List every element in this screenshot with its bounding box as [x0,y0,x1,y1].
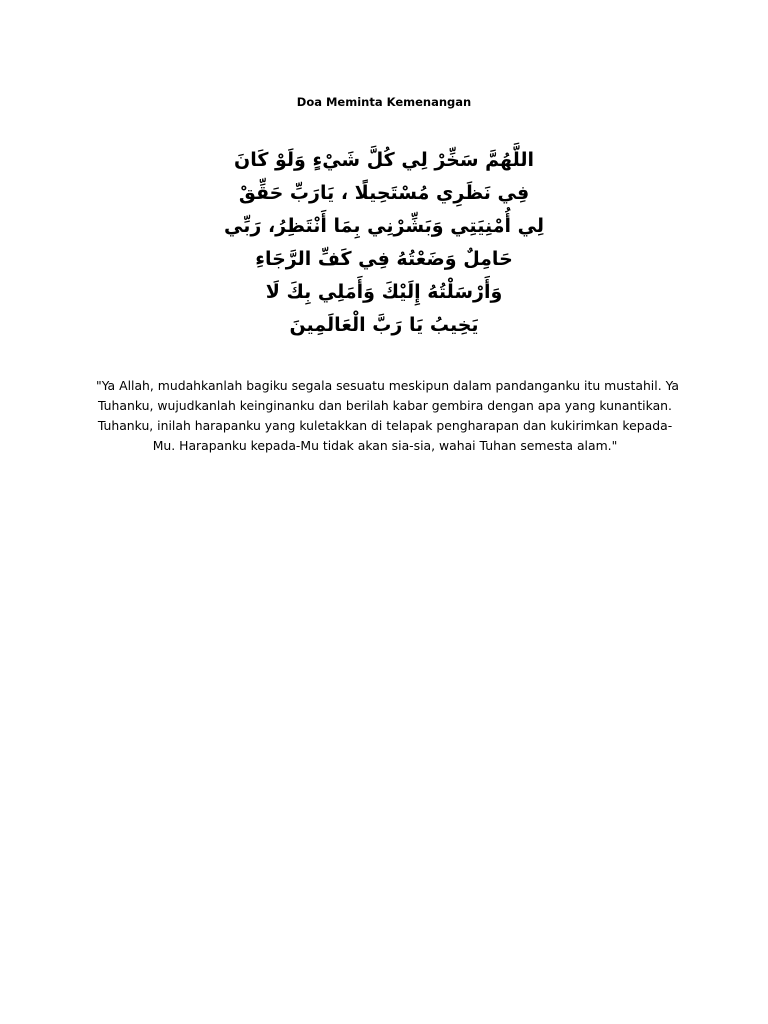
arabic-prayer-text [154,144,614,342]
translation-line-1: "Ya Allah, mudahkanlah bagiku segala sesuatu meskipun dalam pandanganku itu mustahil. Ya [96,378,680,393]
translation-line-4: Mu. Harapanku kepada-Mu tidak akan sia-sia, wahai Tuhan semesta alam." [152,438,618,453]
document-title: Doa Meminta Kemenangan [296,95,472,109]
arabic-line-5: وَأَرْسَلْتُهُ إِلَيْكَ وَأَمَلِي بِكَ لَا [265,281,503,303]
arabic-line-3: لِي أُمْنِيَتِي وَبَشِّرْنِي بِمَا أَنْتَظِرُ، رَبِّي [224,215,544,237]
arabic-line-1: اللَّهُمَّ سَخِّرْ لِي كُلَّ شَيْءٍ وَلَوْ كَانَ [234,149,534,171]
arabic-line-6: يَخِيبُ يَا رَبَّ الْعَالَمِينَ [289,314,479,336]
arabic-line-4: حَامِلٌ وَضَعْتُهُ فِي كَفِّ الرَّجَاءِ [255,248,513,270]
arabic-line-2: فِي نَظَرِي مُسْتَحِيلًا ، يَارَبِّ حَقِّقْ [238,182,530,204]
translation-line-2: Tuhanku, wujudkanlah keinginanku dan berilah kabar gembira dengan apa yang kunantikan. [98,398,672,413]
translation-line-3: Tuhanku, inilah harapanku yang kuletakkan di telapak pengharapan dan kukirimkan kepada- [97,418,673,433]
translation-paragraph [96,376,680,456]
